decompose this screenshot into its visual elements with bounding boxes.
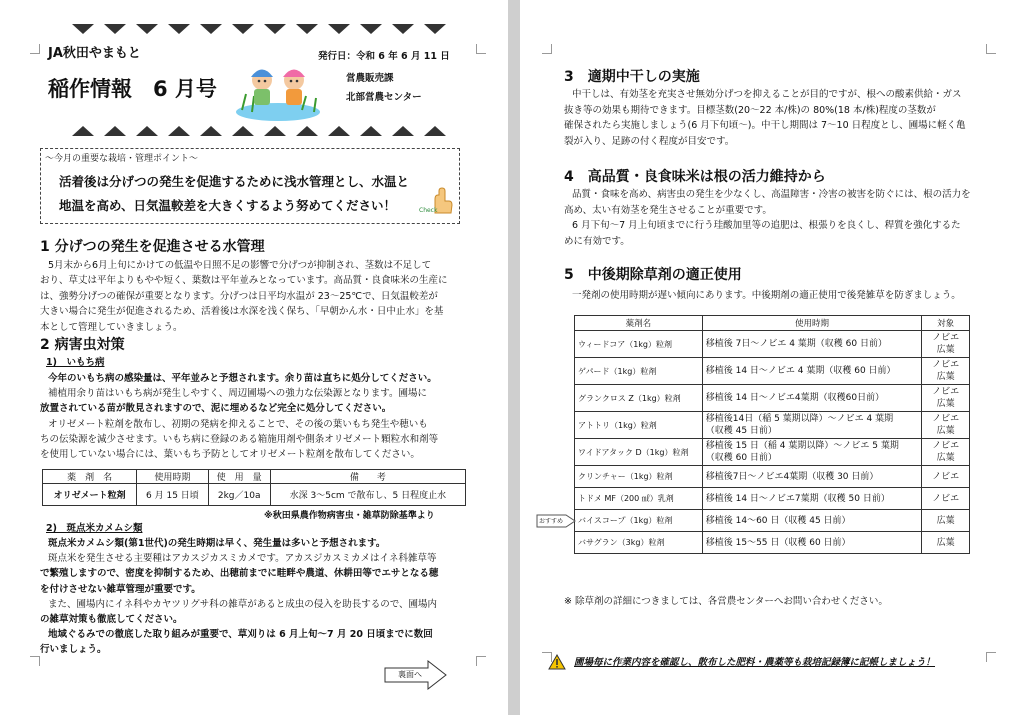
triangle-mark [104,126,126,136]
ja-name: JA秋田やまもと [48,46,141,61]
timing-line: 移植後 7日～ノビエ 4 葉期（収穫 60 日前） [705,339,887,349]
herbicide-header-row [575,316,970,331]
target-line: ノビエ [932,471,960,482]
target-line: ノビエ [932,493,960,504]
herbicide-target [922,532,970,554]
triangle-mark [424,24,446,34]
timing-line: 移植後 15～55 日（収穫 60 日前） [705,537,851,548]
herbicide-target [922,412,970,439]
herbicide-row [575,510,970,532]
key-points-heading: ～今月の重要な栽培・管理ポイント～ [45,154,199,164]
check-hand-icon: Check [419,187,453,217]
text-line: 品質・食味を高め、病害虫の発生を少なくし、高温障害・冷害の被害を防ぐには、根の活力を [572,189,971,200]
crop-mark [30,44,40,54]
text-line: 裂が入り、足跡の付く程度が目安です。 [564,135,735,147]
herbicide-header-cell: 使用時期 [702,316,922,331]
table-cell: 6 月 15 日頃 [137,484,208,506]
triangle-mark [232,24,254,34]
triangle-mark [232,126,254,136]
farmers-illustration [232,60,324,122]
herbicide-target [922,439,970,466]
key-point-line: 地温を高め、日気温較差を大きくするよう努めてください！ [59,198,397,213]
text-line: で繁殖しますので、密度を抑制するため、出穂前までに畦畔や農道、休耕田等でエサとなる穂 [40,568,439,580]
target-line: 広葉 [936,537,955,548]
triangle-mark [264,126,286,136]
text-line: 今年のいもち病の感染量は、平年並みと予想されます。余り苗は直ちに処分してください。 [48,373,437,384]
herbicide-target [922,331,970,358]
triangle-mark [424,126,446,136]
triangle-mark [168,126,190,136]
text-line: 抜き等の効果も期待できます。目標茎数(20～22 本/株)の 80%(18 本/株)程度の茎数が [564,104,936,116]
herbicide-name: ワイドアタック D（1kg）粒剤 [575,439,703,466]
department-1: 営農販売課 [346,73,394,84]
triangle-mark [200,24,222,34]
fungicide-table [42,469,466,506]
text-line: を付けさせない雑草管理が重要です。 [40,583,201,595]
text-line: また、圃場内にイネ科やカヤツリグサ科の雑草があると成虫の侵入を助長するので、圃場内 [48,598,438,610]
text-line: 本として管理していきましょう。 [40,321,183,333]
triangle-mark [328,24,350,34]
timing-line: 移植後 14 日～ノビエ 4 葉期（収穫 60 日前） [705,366,896,376]
section-4-title: 4 高品質・良食味米は根の活力維持から [564,169,826,185]
triangle-mark [296,24,318,34]
target-line: 広葉 [936,345,955,355]
text-line: 中干しは、有効茎を充実させ無効分げつを抑えることが目的ですが、根への酸素供給・ガス [572,89,962,100]
herbicide-row [575,532,970,554]
crop-mark [542,44,552,54]
herbicide-name: バイスコープ（1kg）粒剤 [575,510,703,532]
herbicide-timing [702,510,922,532]
herbicide-name: トドメ MF（200 ㎖）乳剤 [575,488,703,510]
text-line: オリゼメート粒剤を散布し、初期の発病を抑えることで、その後の葉いもち発生や穂いも [48,418,428,430]
section-1-title: 1 分げつの発生を促進させる水管理 [40,239,265,255]
herbicide-name: グランクロス Z（1kg）粒剤 [575,385,703,412]
target-line: 広葉 [936,515,955,526]
table-source-note: ※秋田県農作物病害虫・雑草防除基準より [264,511,435,521]
issue-date: 発行日：令和 6 年 6 月 11 日 [318,51,450,62]
table-header-cell: 使用時期 [137,470,208,484]
triangle-mark [264,24,286,34]
herbicide-timing [702,412,922,439]
text-line: 放置されている苗が散見されますので、泥に埋めるなど完全に処分してください。 [40,403,392,415]
herbicide-header-cell: 対象 [922,316,970,331]
target-line: 広葉 [936,453,955,463]
target-line: ノビエ [932,414,960,424]
table-header-cell: 備 考 [270,470,465,484]
text-line: めに有効です。 [564,235,630,247]
herbicide-name: アトトリ（1kg）粒剤 [575,412,703,439]
subsection-kamemushi-title: 2) 斑点米カメムシ類 [46,523,143,534]
herbicide-row [575,466,970,488]
text-line: は、強勢分げつの確保が重要となります。分げつは日平均水温が 23～25℃で、日気温較差が [40,290,438,302]
herbicide-name: バサグラン（3kg）粒剤 [575,532,703,554]
department-2: 北部営農センター [346,92,422,103]
target-line: ノビエ [932,441,960,451]
triangle-mark [136,24,158,34]
crop-mark [986,44,996,54]
table-header-cell: 使 用 量 [208,470,270,484]
warning-message: 圃場毎に作業内容を確認し、散布した肥料・農薬等も栽培記録簿に記帳しましょう！ [574,657,936,668]
text-line: 高め、太い有効茎を発生させることが重要です。 [564,204,772,216]
timing-line: 移植後 14～60 日（収穫 45 日前） [705,515,851,526]
herbicide-target [922,385,970,412]
triangle-mark [72,24,94,34]
herbicide-name: ゲパード（1kg）粒剤 [575,358,703,385]
text-line: おり、草丈は平年よりもやや短く、葉数は平年並みとなっています。高品質・良食味米の生産に [40,275,448,287]
herbicide-table [574,315,970,554]
next-page-label: 裏面へ [398,670,422,679]
triangle-mark [136,126,158,136]
next-page-arrow[interactable] [384,660,448,690]
recommend-tag: おすすめ [536,514,576,528]
triangle-mark [168,24,190,34]
target-line: ノビエ [932,360,960,370]
crop-mark [986,652,996,662]
triangle-mark [72,126,94,136]
section-3-title: 3 適期中干しの実施 [564,69,700,85]
timing-line: 移植後7日～ノビエ4葉期（収穫 30 日前） [705,471,879,482]
subsection-imochi-title: 1) いもち病 [46,357,105,368]
herbicide-row [575,358,970,385]
triangle-mark [296,126,318,136]
target-line: 広葉 [936,426,955,436]
section-5-title: 5 中後期除草剤の適正使用 [564,267,742,283]
herbicide-name: ウィードコア（1kg）粒剤 [575,331,703,358]
timing-line: 移植後14日（稲 5 葉期以降）～ノビエ 4 葉期 [705,414,894,424]
herbicide-timing [702,439,922,466]
timing-line: 移植後 14 日～ノビエ7葉期（収穫 50 日前） [705,493,890,504]
text-line: 補植用余り苗はいもち病が発生しやすく、周辺圃場への強力な伝染源となります。圃場に [48,388,428,400]
crop-mark [476,44,486,54]
text-line: 斑点米カメムシ類(第1世代)の発生時期は早く、発生量は多いと予想されます。 [48,538,386,549]
table-cell: 水深 3～5cm で散布し、5 日程度止水 [270,484,465,506]
page-left [0,0,508,715]
text-line: を使用していない場合には、葉いもち予防としてオリゼメート粒剤を散布してください。 [40,449,420,460]
timing-line: 移植後 14 日～ノビエ4葉期（収穫60日前） [705,393,885,403]
herbicide-row [575,331,970,358]
key-points-box [40,148,460,224]
crop-mark [30,656,40,666]
target-line: 広葉 [936,399,955,409]
text-line: の雑草対策も徹底してください。 [40,614,183,625]
triangle-mark [392,24,414,34]
triangle-mark [104,24,126,34]
triangle-mark [360,126,382,136]
key-point-line: 活着後は分げつの発生を促進するために浅水管理とし、水温と [59,174,410,189]
text-line: ちの伝染源を減少させます。いもち病に登録のある箱施用剤や側条オリゼメート顆粒水和剤等 [40,433,439,445]
target-line: 広葉 [936,372,955,382]
table-cell: 2kg／10a [208,484,270,506]
text-line: 確保されたら実施しましょう(6 月下旬頃～)。中干し期間は 7～10 日程度とし、圃場に軽く亀 [564,120,966,132]
herbicide-timing [702,358,922,385]
target-line: ノビエ [932,387,960,397]
text-line: 6 月下旬～7 月上旬頃までに行う珪酸加里等の追肥は、根張りを良くし、稈質を強化するた [572,220,961,232]
timing-line: 移植後 15 日（稲 4 葉期以降）～ノビエ 5 葉期 [705,441,899,451]
crop-mark [476,656,486,666]
herbicide-row [575,439,970,466]
herbicide-target [922,466,970,488]
text-line: 行いましょう。 [40,644,107,656]
triangle-mark [200,126,222,136]
herbicide-timing [702,532,922,554]
herbicide-row [575,385,970,412]
herbicide-footnote: ※ 除草剤の詳細につきましては、各営農センターへお問い合わせください。 [564,596,888,607]
herbicide-name: クリンチャー（1kg）粒剤 [575,466,703,488]
herbicide-target [922,358,970,385]
herbicide-timing [702,466,922,488]
herbicide-header-cell: 薬剤名 [575,316,703,331]
herbicide-row [575,412,970,439]
section-5-body: 一発剤の使用時期が遅い傾向にあります。中後期剤の適正使用で後発雑草を防ぎましょう。 [572,290,961,301]
warning-icon [548,654,566,670]
text-line: 大きい場合に発生が促進されるため、活着後は水深を浅く保ち、「早朝かん水・日中止水」を基 [40,306,444,318]
section-2-title: 2 病害虫対策 [40,337,125,353]
triangle-mark [328,126,350,136]
page-right [520,0,1024,715]
herbicide-timing [702,385,922,412]
text-line: 5月末から6月上旬にかけての低温や日照不足の影響で分げつが抑制され、茎数は不足して [48,260,432,271]
herbicide-target [922,488,970,510]
herbicide-target [922,510,970,532]
target-line: ノビエ [932,333,960,343]
triangle-mark [360,24,382,34]
herbicide-timing [702,331,922,358]
page-title: 稲作情報 6 月号 [48,77,217,101]
herbicide-row [575,488,970,510]
table-header-cell: 薬 剤 名 [43,470,137,484]
timing-line: （収穫 45 日前） [705,426,777,436]
triangle-mark [392,126,414,136]
table-cell: オリゼメート粒剤 [43,484,137,506]
timing-line: （収穫 60 日前） [705,453,777,463]
text-line: 斑点米を発生させる主要種はアカスジカスミカメです。アカスジカスミカメはイネ科雑草等 [48,553,437,565]
text-line: 地域ぐるみでの徹底した取り組みが重要で、草刈りは 6 月上旬～7 月 20 日頃までに数回 [48,629,433,641]
herbicide-timing [702,488,922,510]
